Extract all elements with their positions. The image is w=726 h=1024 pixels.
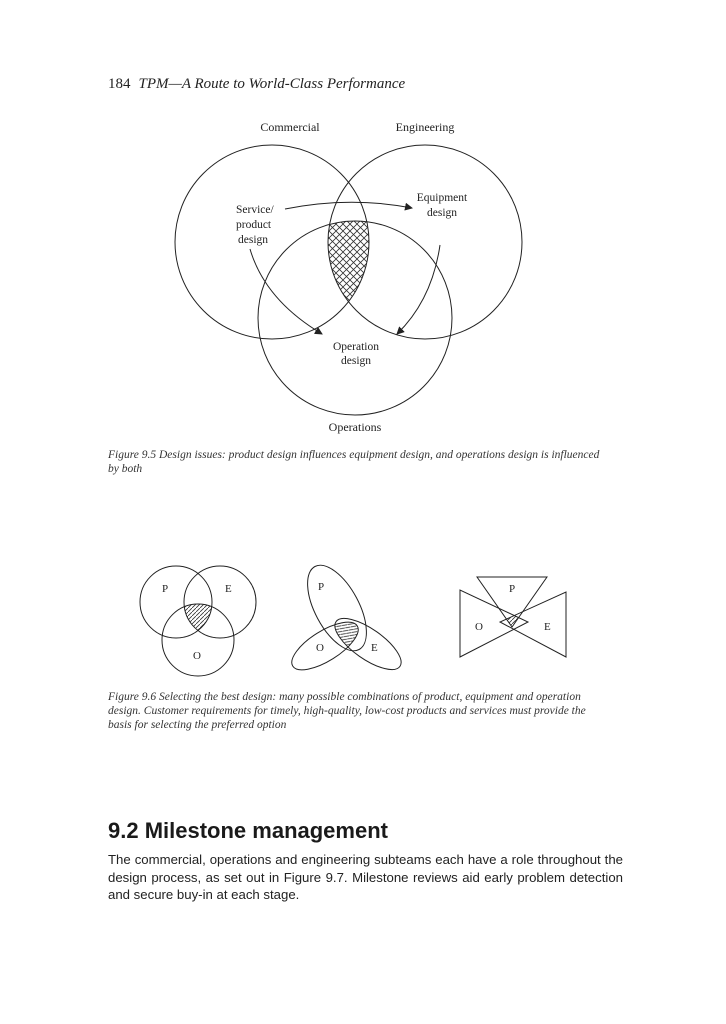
- variant-a-product-circle: [140, 566, 212, 638]
- variant-a-e-label: E: [225, 583, 232, 595]
- operations-label: Operations: [328, 420, 382, 434]
- variant-b-operation-ellipse: [285, 613, 365, 679]
- variant-b-overlap-hatch: [327, 609, 408, 678]
- variant-b-product-ellipse: [296, 556, 379, 660]
- variant-c-e-label: E: [544, 621, 551, 633]
- service-design-label-3: design: [238, 234, 269, 246]
- variant-c-operation-triangle: [460, 590, 528, 657]
- commercial-label: Commercial: [260, 120, 320, 134]
- equipment-design-label-1: Equipment: [416, 192, 468, 204]
- figure-9-5-caption: Figure 9.5 Design issues: product design influences equipment design, and operations design is influenced by both: [108, 449, 600, 475]
- section-paragraph: The commercial, operations and engineering subteams each have a role throughout the design process, as set out in Figure 9.7. Milestone reviews aid early problem detection and secure buy-in at each stage.: [108, 852, 623, 902]
- page-number: 184: [108, 76, 131, 92]
- variant-a-o-label: O: [193, 650, 201, 662]
- variant-c-o-label: O: [475, 621, 483, 633]
- service-design-label-2: product: [236, 219, 272, 231]
- variant-b-e-label: E: [371, 642, 378, 654]
- variant-b-equipment-ellipse: [327, 609, 408, 678]
- section-heading: 9.2 Milestone management: [108, 818, 388, 843]
- service-design-label-1: Service/: [236, 204, 274, 216]
- engineering-label: Engineering: [395, 120, 455, 134]
- operation-design-label-2: design: [340, 355, 372, 367]
- variant-a-p-label: P: [162, 583, 169, 595]
- variant-b-p-label: P: [318, 581, 325, 593]
- variant-c-p-label: P: [509, 583, 516, 595]
- equipment-design-label-2: design: [426, 207, 458, 219]
- variant-b-o-label: O: [316, 642, 324, 654]
- variant-a-equipment-circle: [184, 566, 256, 638]
- book-title: TPM—A Route to World-Class Performance: [138, 76, 406, 92]
- figure-9-6-caption: Figure 9.6 Selecting the best design: many possible combinations of product, equipment and operation design. Customer requirements for timely, high-quality, low-cost products and services must provide the basis for selecting the preferred option: [108, 691, 586, 731]
- operation-design-label-1: Operation: [333, 341, 379, 353]
